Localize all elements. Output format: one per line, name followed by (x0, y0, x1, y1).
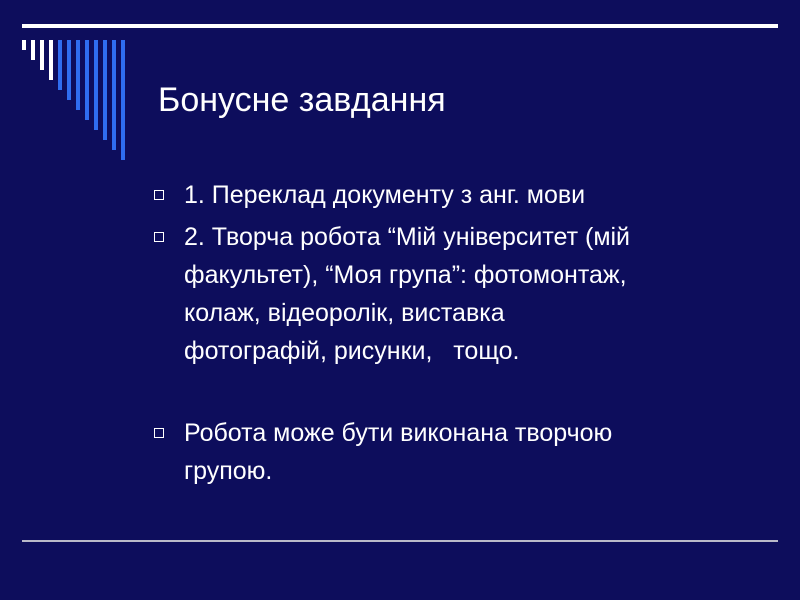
bullet-text-line: групою. (184, 457, 273, 485)
stripe (103, 40, 107, 140)
stripe (49, 40, 53, 80)
slide-title: Бонусне завдання (158, 81, 446, 119)
bullet-text-line: колаж, відеоролік, виставка (184, 299, 505, 327)
square-bullet-icon (154, 428, 164, 438)
bullet-item-2 (148, 218, 748, 370)
stripe (67, 40, 71, 100)
square-bullet-icon (154, 232, 164, 242)
bullet-text-line: фотографій, рисунки, тощо. (184, 337, 520, 365)
bullet-item-3 (148, 414, 748, 490)
stripe (76, 40, 80, 110)
bullet-text-line: факультет), “Моя група”: фотомонтаж, (184, 261, 627, 289)
decorative-stripes (0, 0, 140, 170)
stripe (112, 40, 116, 150)
bullet-text-line: 2. Творча робота “Мій університет (мій (184, 223, 631, 251)
stripe (31, 40, 35, 60)
bullet-text-line: Робота може бути виконана творчою (184, 419, 613, 447)
stripe (40, 40, 44, 70)
bullet-text-line: 1. Переклад документу з анг. мови (184, 181, 586, 209)
square-bullet-icon (154, 190, 164, 200)
stripe (94, 40, 98, 130)
bottom-divider (22, 540, 778, 542)
stripe (121, 40, 125, 160)
bullet-list (148, 176, 748, 494)
stripe (58, 40, 62, 90)
bullet-item-1 (148, 176, 748, 214)
stripe (22, 40, 26, 50)
stripe (85, 40, 89, 120)
